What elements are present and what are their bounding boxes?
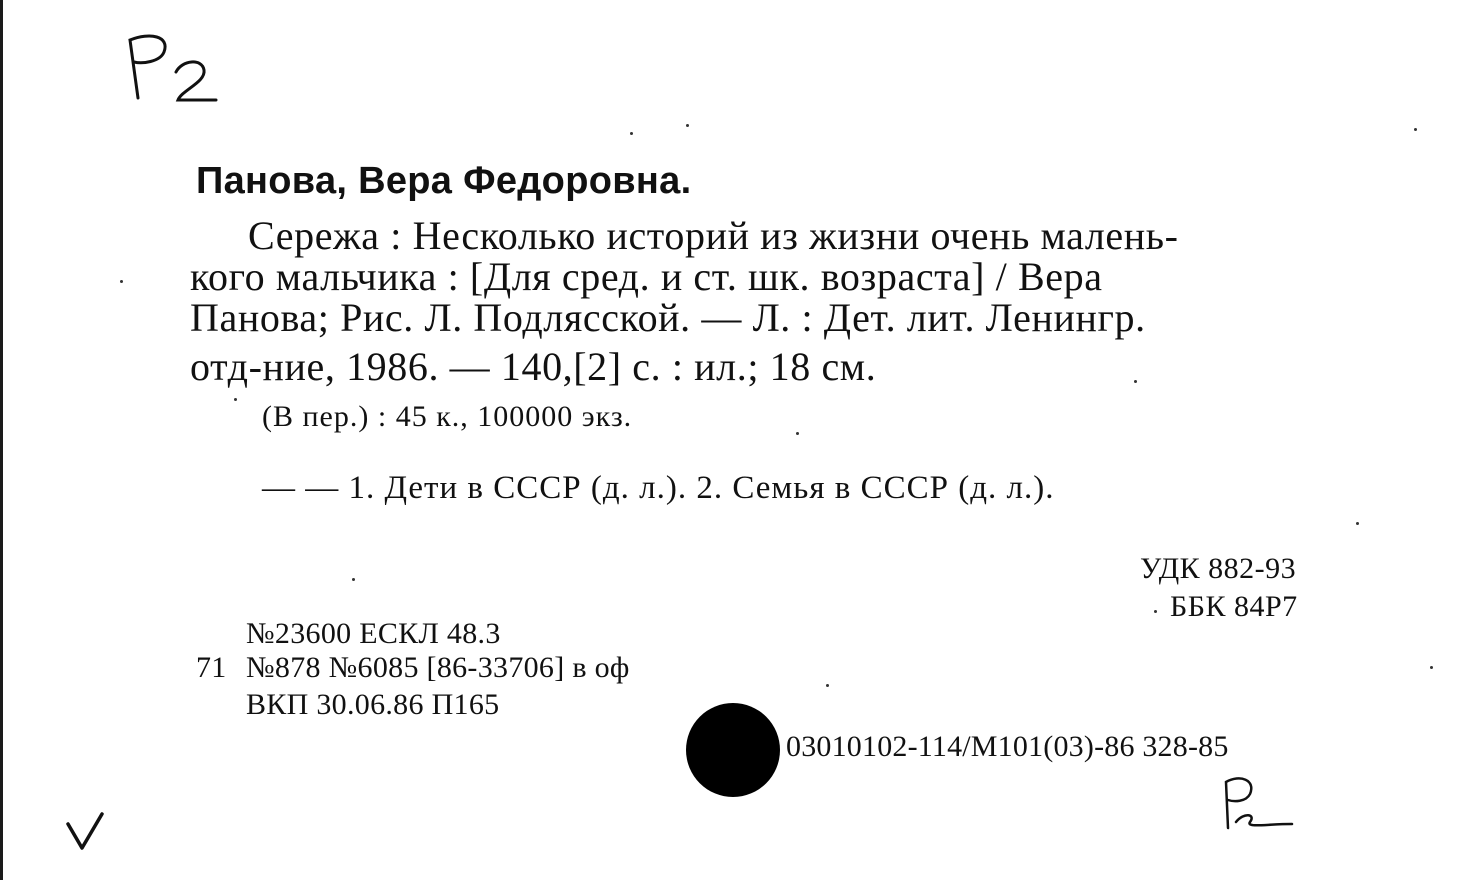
catalog-code-prefix: 71 bbox=[196, 651, 227, 684]
description-line-3: Панова; Рис. Л. Подлясской. — Л. : Дет. лит. Ленингр. bbox=[190, 295, 1146, 340]
handwritten-initials bbox=[1220, 772, 1300, 832]
scan-speck bbox=[796, 432, 799, 435]
publisher-code: 03010102-114/М101(03)-86 328-85 bbox=[786, 730, 1229, 763]
description-line-4: отд-ние, 1986. — 140,[2] с. : ил.; 18 см. bbox=[190, 344, 877, 389]
catalog-code-line-2: №878 №6085 [86-33706] в оф bbox=[246, 651, 630, 684]
scan-speck bbox=[1154, 610, 1157, 613]
scan-speck bbox=[630, 132, 633, 135]
udk-code: УДК 882-93 bbox=[1140, 552, 1297, 585]
price-line: (В пер.) : 45 к., 100000 экз. bbox=[262, 400, 633, 433]
scan-speck bbox=[234, 398, 237, 401]
scan-speck bbox=[1430, 666, 1433, 669]
card-left-edge bbox=[0, 0, 3, 880]
catalog-code-line-3: ВКП 30.06.86 П165 bbox=[246, 688, 500, 721]
scan-speck bbox=[352, 578, 355, 581]
scan-speck bbox=[120, 280, 123, 283]
scan-speck bbox=[1356, 522, 1359, 525]
punch-hole bbox=[686, 703, 780, 797]
handwritten-check-mark bbox=[62, 808, 108, 854]
catalog-code-line-1: №23600 ЕСКЛ 48.3 bbox=[246, 617, 501, 650]
scan-speck bbox=[1414, 128, 1417, 131]
scan-speck bbox=[826, 684, 829, 687]
bbk-code: ББК 84Р7 bbox=[1170, 590, 1298, 623]
handwritten-shelf-mark bbox=[120, 28, 230, 108]
subject-headings: — — 1. Дети в СССР (д. л.). 2. Семья в СССР (д. л.). bbox=[262, 470, 1055, 506]
author-heading: Панова, Вера Федоровна. bbox=[196, 160, 692, 202]
description-line-2: кого мальчика : [Для сред. и ст. шк. возраста] / Вера bbox=[190, 254, 1103, 299]
scan-speck bbox=[1134, 380, 1137, 383]
scan-speck bbox=[686, 124, 689, 127]
description-line-1: Сережа : Несколько историй из жизни очень малень- bbox=[248, 213, 1179, 258]
